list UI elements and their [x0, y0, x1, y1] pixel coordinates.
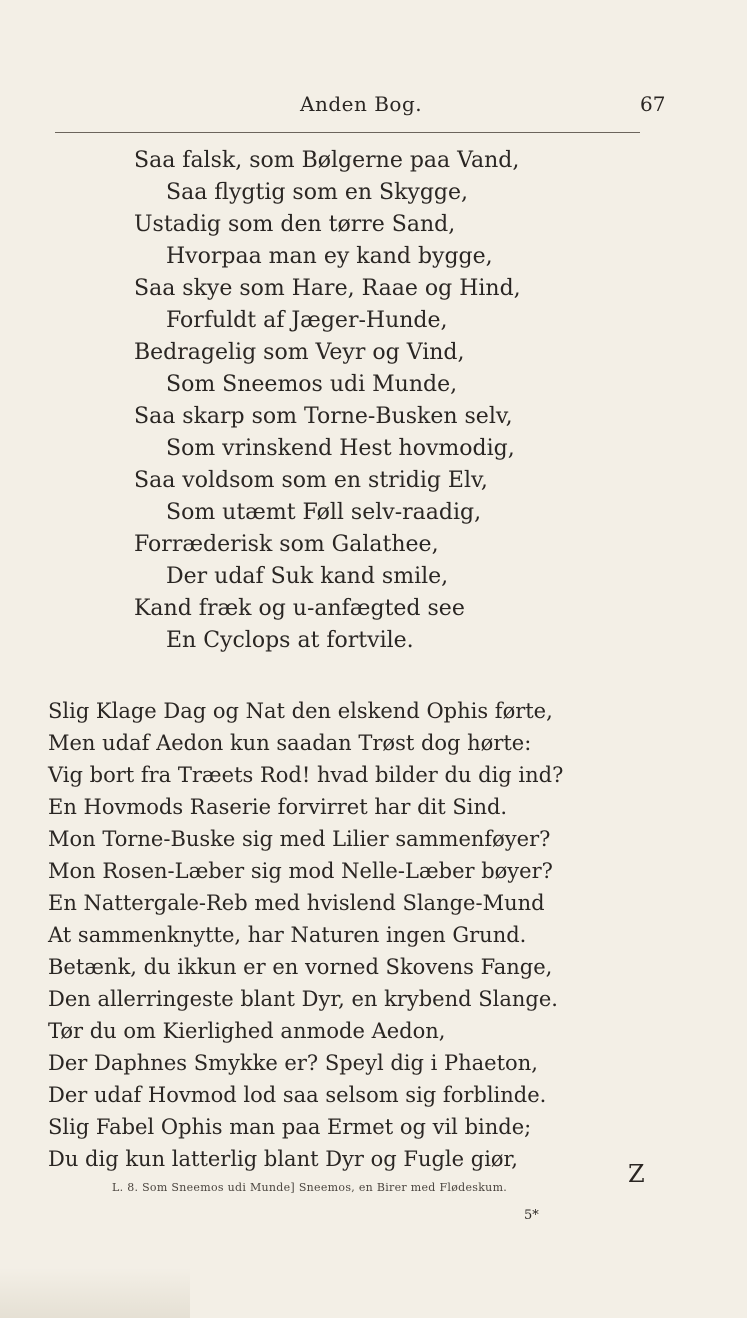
verse-line: Saa flygtig som en Skygge,	[166, 180, 469, 205]
verse-line: Kand fræk og u-anfægted see	[134, 596, 465, 621]
verse-line: Men udaf Aedon kun saadan Trøst dog hørte:	[48, 731, 532, 755]
verse-line: Tør du om Kierlighed anmode Aedon,	[48, 1019, 446, 1043]
verse-line: Saa voldsom som en stridig Elv,	[134, 468, 488, 493]
verse-line: Mon Torne-Buske sig med Lilier sammenføyer?	[48, 827, 551, 851]
verse-line: At sammenknytte, har Naturen ingen Grund.	[48, 923, 527, 947]
verse-line: Saa falsk, som Bølgerne paa Vand,	[134, 148, 520, 173]
verse-line: En Cyclops at fortvile.	[166, 628, 414, 653]
running-head	[0, 92, 747, 122]
verse-line: Saa skarp som Torne-Busken selv,	[134, 404, 513, 429]
verse-line: Som vrinskend Hest hovmodig,	[166, 436, 515, 461]
verse-line: Hvorpaa man ey kand bygge,	[166, 244, 493, 269]
verse-line: Slig Klage Dag og Nat den elskend Ophis førte,	[48, 699, 553, 723]
header-rule	[55, 132, 640, 133]
verse-line: En Nattergale-Reb med hvislend Slange-Mund	[48, 891, 545, 915]
running-title: Anden Bog.	[300, 92, 423, 116]
verse-line: Som utæmt Føll selv-raadig,	[166, 500, 482, 525]
paper-stain	[0, 1268, 190, 1318]
signature-mark: Z	[628, 1160, 645, 1188]
verse-line: Ustadig som den tørre Sand,	[134, 212, 456, 237]
verse-line: Slig Fabel Ophis man paa Ermet og vil binde;	[48, 1115, 532, 1139]
verse-line: Bedragelig som Veyr og Vind,	[134, 340, 465, 365]
verse-line: Betænk, du ikkun er en vorned Skovens Fange,	[48, 955, 553, 979]
page-number: 67	[640, 92, 666, 116]
verse-line: Vig bort fra Træets Rod! hvad bilder du dig ind?	[48, 763, 564, 787]
verse-line: Der udaf Hovmod lod saa selsom sig forblinde.	[48, 1083, 547, 1107]
verse-line: En Hovmods Raserie forvirret har dit Sind.	[48, 795, 508, 819]
verse-line: Der udaf Suk kand smile,	[166, 564, 449, 589]
sheet-number: 5*	[524, 1208, 539, 1223]
verse-line: Mon Rosen-Læber sig mod Nelle-Læber bøyer?	[48, 859, 553, 883]
verse-line: Saa skye som Hare, Raae og Hind,	[134, 276, 521, 301]
footnote: L. 8. Som Sneemos udi Munde] Sneemos, en Birer med Flødeskum.	[112, 1181, 508, 1194]
verse-line: Du dig kun latterlig blant Dyr og Fugle giør,	[48, 1147, 518, 1171]
verse-line: Forfuldt af Jæger-Hunde,	[166, 308, 448, 333]
verse-line: Den allerringeste blant Dyr, en krybend Slange.	[48, 987, 558, 1011]
verse-line: Der Daphnes Smykke er? Speyl dig i Phaeton,	[48, 1051, 538, 1075]
verse-line: Som Sneemos udi Munde,	[166, 372, 458, 397]
verse-line: Forræderisk som Galathee,	[134, 532, 439, 557]
